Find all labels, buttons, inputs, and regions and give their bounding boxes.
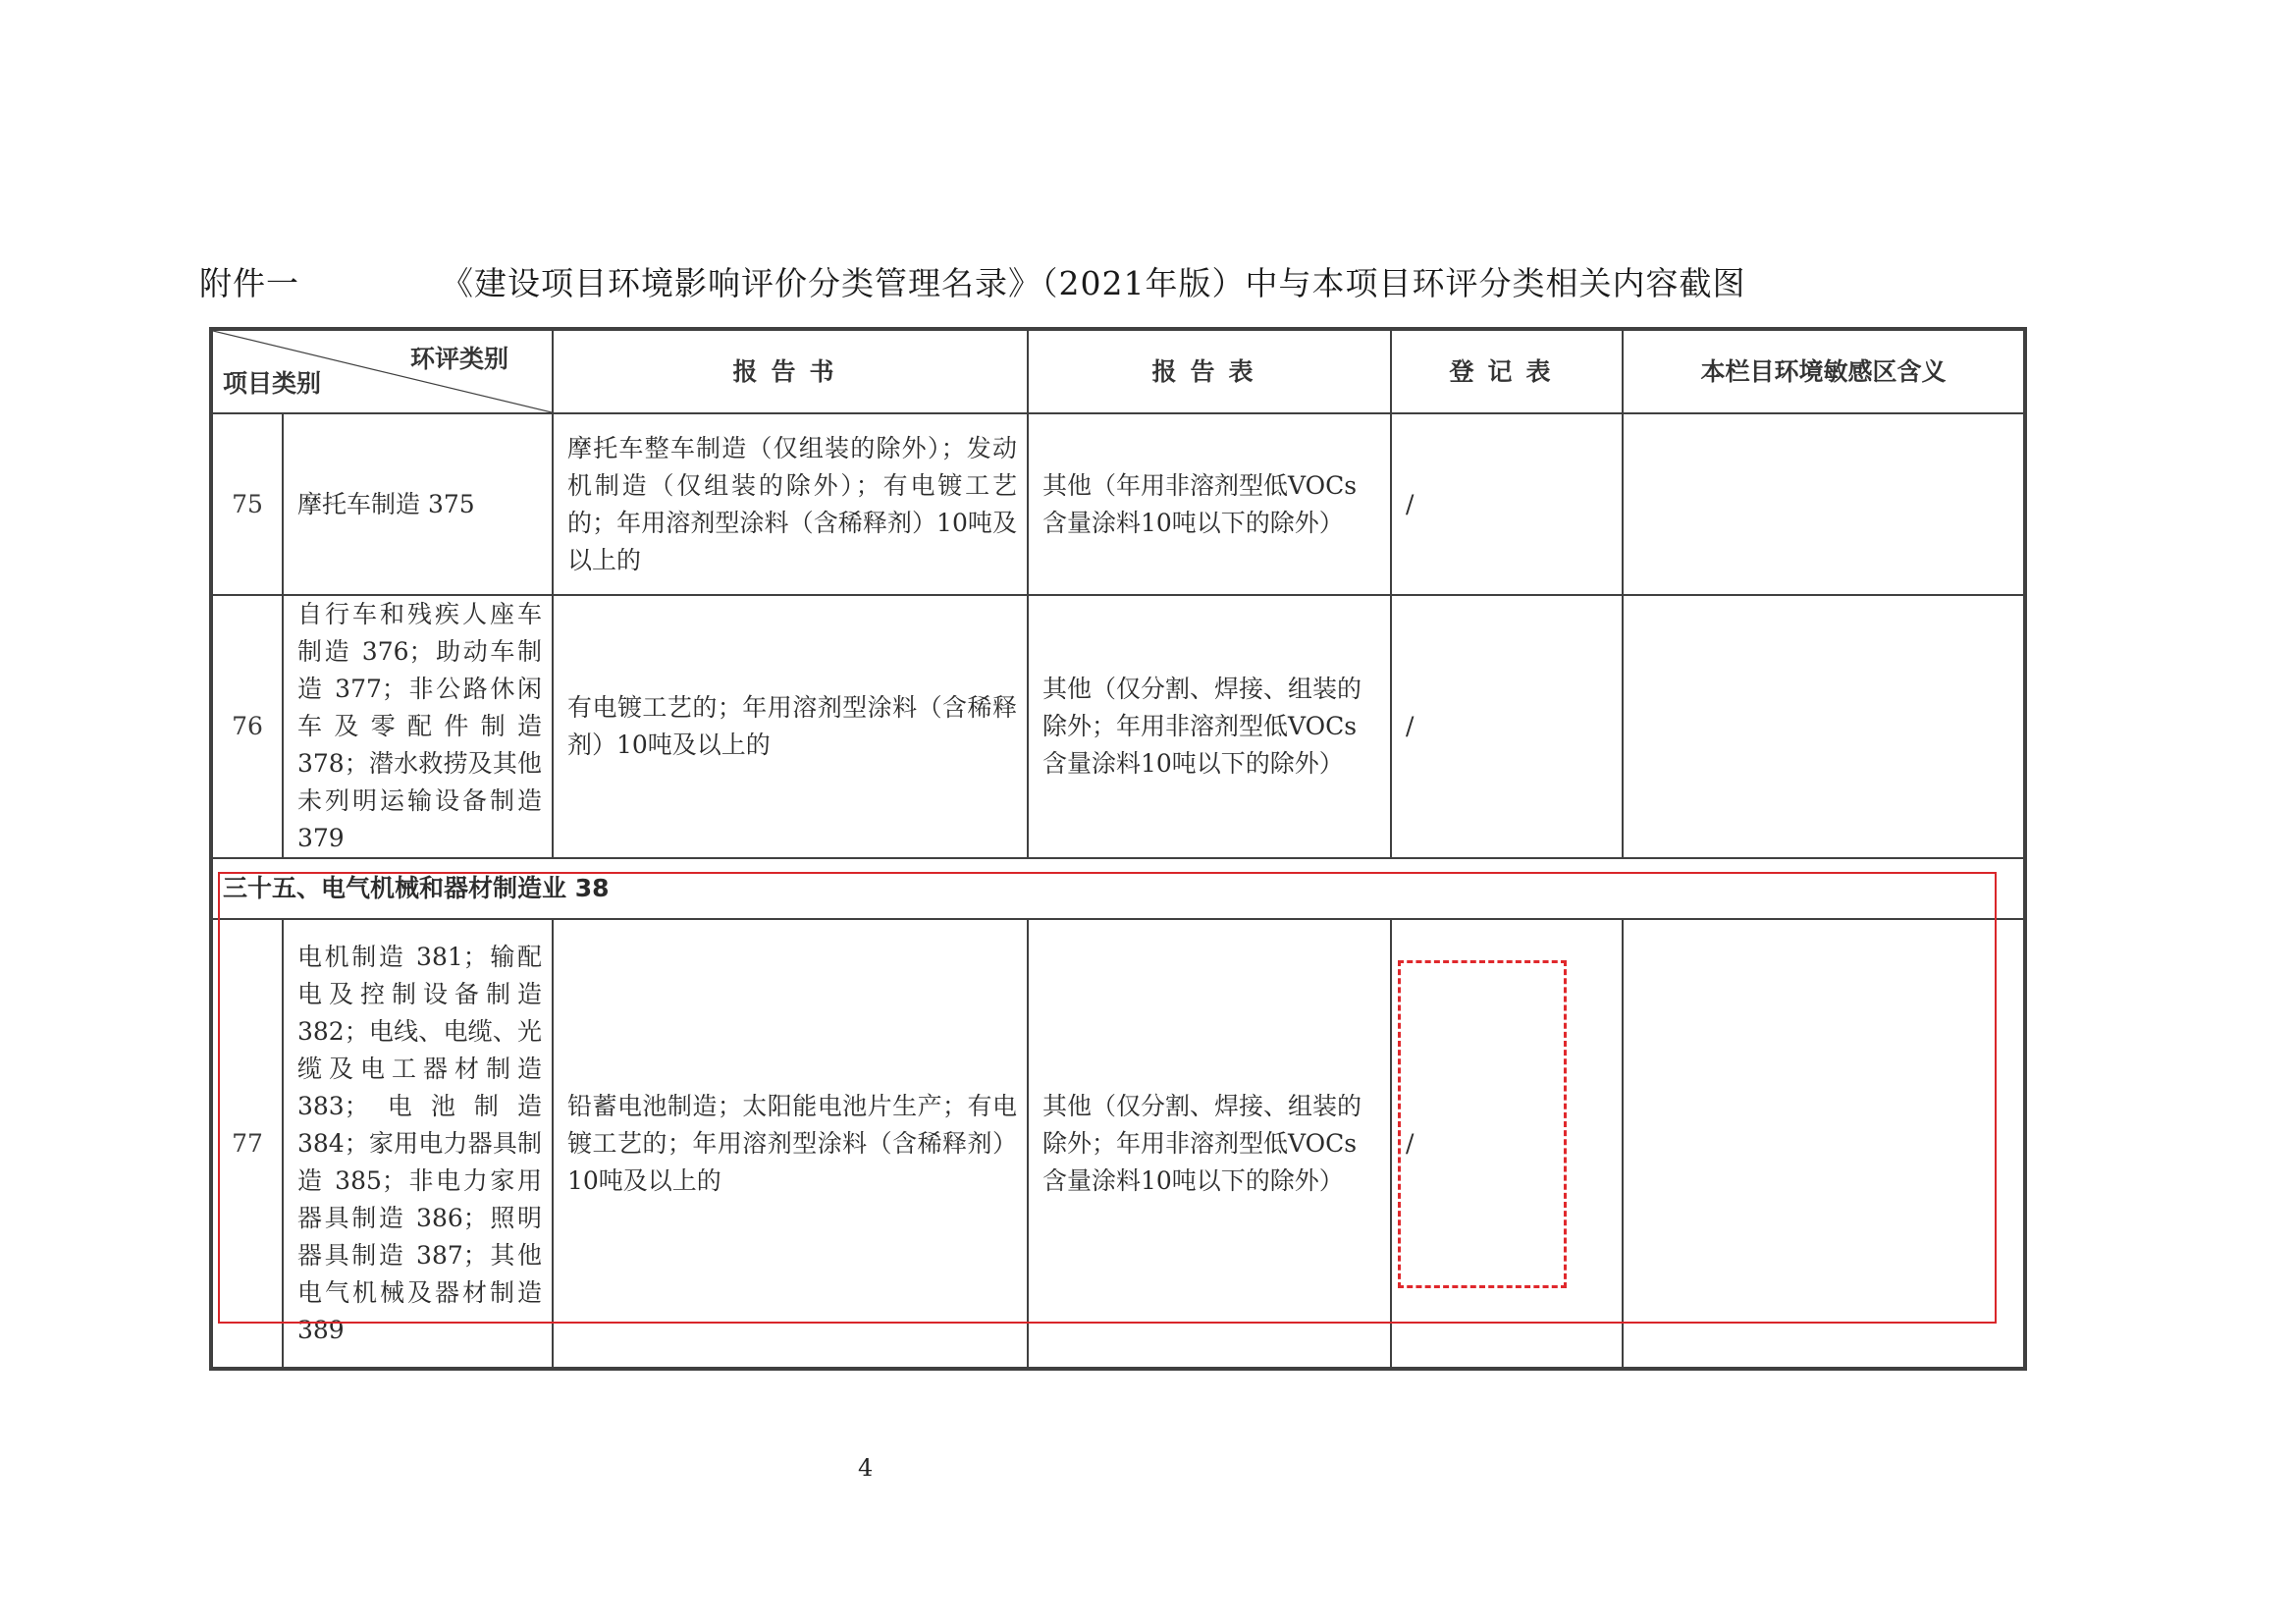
sensitive-area-meaning: [1623, 413, 2025, 595]
project-category: 摩托车制造 375: [283, 413, 553, 595]
highlight-box: [218, 872, 1997, 1324]
annex-heading: [199, 258, 1746, 304]
annex-label: 附件一: [199, 264, 299, 302]
project-category: 自行车和残疾人座车制造 376；助动车制造 377；非公路休闲车及零配件制造 378；潜水救捞及其他未列明运输设备制造 379: [283, 595, 553, 858]
page-number: 4: [858, 1454, 874, 1482]
header-report-form: 报告表: [1028, 329, 1391, 413]
report-form-criteria: 其他（年用非溶剂型低VOCs含量涂料10吨以下的除外）: [1028, 413, 1391, 595]
registration-form-criteria: /: [1391, 919, 1623, 1369]
eia-category-label: 环评类别: [409, 345, 508, 373]
report-book-criteria: 铅蓄电池制造；太阳能电池片生产；有电镀工艺的；年用溶剂型涂料（含稀释剂）10吨及以上的: [553, 919, 1028, 1369]
table-row: [211, 413, 2025, 595]
project-category-label: 项目类别: [223, 369, 322, 398]
row-number: 76: [211, 595, 283, 858]
registration-form-criteria: /: [1391, 595, 1623, 858]
header-report-book: 报告书: [553, 329, 1028, 413]
header-sensitive-area: 本栏目环境敏感区含义: [1623, 329, 2025, 413]
project-category: 电机制造 381；输配电及控制设备制造 382；电线、电缆、光缆及电工器材制造 383；电池制造 384；家用电力器具制造 385；非电力家用器具制造 386；照明器具制造 387；其他电气机械及器材制造 389: [283, 919, 553, 1369]
diagonal-header-cell: [211, 329, 553, 413]
report-form-criteria: 其他（仅分割、焊接、组装的除外；年用非溶剂型低VOCs含量涂料10吨以下的除外）: [1028, 595, 1391, 858]
sensitive-area-meaning: [1623, 595, 2025, 858]
report-form-criteria: 其他（仅分割、焊接、组装的除外；年用非溶剂型低VOCs含量涂料10吨以下的除外）: [1028, 919, 1391, 1369]
section-title: 三十五、电气机械和器材制造业 38: [211, 858, 2025, 919]
table-row: [211, 595, 2025, 858]
report-book-criteria: 有电镀工艺的；年用溶剂型涂料（含稀释剂）10吨及以上的: [553, 595, 1028, 858]
row-number: 75: [211, 413, 283, 595]
dashed-highlight-box: [1398, 960, 1567, 1288]
table-header-row: [211, 329, 2025, 413]
report-book-criteria: 摩托车整车制造（仅组装的除外）；发动机制造（仅组装的除外）；有电镀工艺的；年用溶剂型涂料（含稀释剂）10吨及以上的: [553, 413, 1028, 595]
registration-form-criteria: /: [1391, 413, 1623, 595]
row-number: 77: [211, 919, 283, 1369]
annex-title: 《建设项目环境影响评价分类管理名录》（2021年版）中与本项目环评分类相关内容截图: [441, 264, 1746, 302]
header-registration-form: 登记表: [1391, 329, 1623, 413]
